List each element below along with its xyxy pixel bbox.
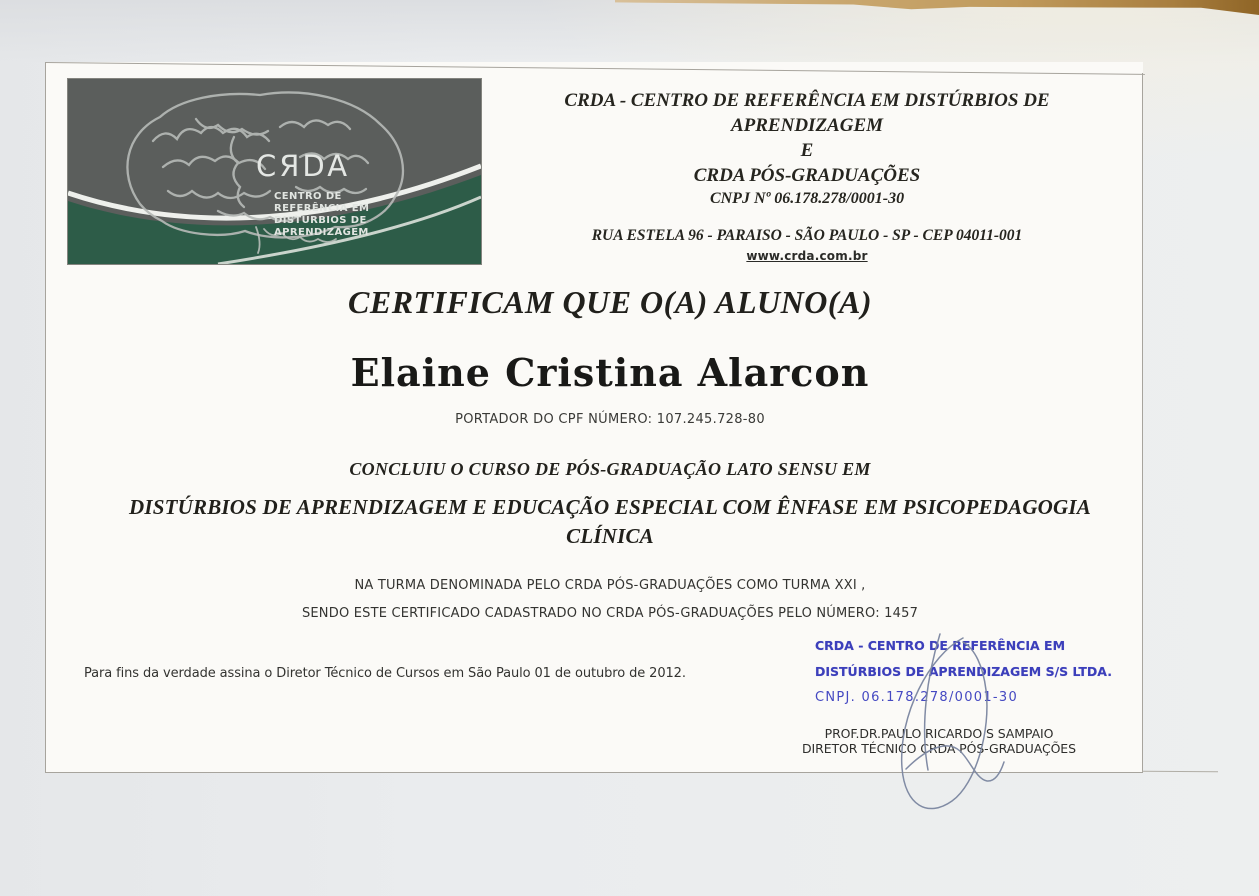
letterhead [485, 88, 1129, 264]
org-name-line: E [800, 140, 814, 161]
logo-subtitle-line: APRENDIZAGEM [274, 227, 369, 238]
certify-title: CERTIFICAM QUE O(A) ALUNO(A) [348, 284, 872, 320]
org-name-line: CRDA - CENTRO DE REFERÊNCIA EM DISTÚRBIOS DE [564, 90, 1050, 111]
org-address: RUA ESTELA 96 - PARAISO - SÃO PAULO - SP - CEP 04011-001 [591, 227, 1023, 244]
scan-edge-band [615, 0, 1259, 15]
border-bottom-extension [1142, 771, 1218, 773]
course-name [77, 493, 1143, 551]
org-website: www.crda.com.br [746, 249, 868, 263]
class-line: NA TURMA DENOMINADA PELO CRDA PÓS-GRADUAÇÕES COMO TURMA XXI , [354, 578, 866, 593]
logo-subtitle-line: CENTRO DE [274, 191, 342, 202]
logo-wordmark: CЯDA [256, 149, 351, 183]
course-intro: CONCLUIU O CURSO DE PÓS-GRADUAÇÃO LATO SENSU EM [349, 459, 871, 479]
course-name-line: DISTÚRBIOS DE APRENDIZAGEM E EDUCAÇÃO ESPECIAL COM ÊNFASE EM PSICOPEDAGOGIA [128, 495, 1091, 519]
stamp-line: DISTÚRBIOS DE APRENDIZAGEM S/S LTDA. [815, 664, 1112, 679]
course-name-line: CLÍNICA [566, 524, 654, 548]
signature-stroke [850, 622, 1030, 872]
stamp-cnpj-line: CNPJ. 06.178.278/0001-30 [815, 690, 1019, 705]
org-name-line: APRENDIZAGEM [730, 115, 884, 136]
registration-line: SENDO ESTE CERTIFICADO CADASTRADO NO CRDA PÓS-GRADUAÇÕES PELO NÚMERO: 1457 [301, 606, 919, 621]
stamp-line: CRDA - CENTRO DE REFERÊNCIA EM [815, 638, 1066, 653]
border-left [45, 62, 46, 773]
crda-logo [67, 78, 482, 265]
director-title: DIRETOR TÉCNICO CRDA PÓS-GRADUAÇÕES [802, 741, 1076, 756]
logo-subtitle-line: DISTURBIOS DE [274, 215, 367, 226]
org-name-line: CRDA PÓS-GRADUAÇÕES [693, 165, 921, 186]
student-name: Elaine Cristina Alarcon [350, 350, 870, 395]
logo-subtitle [274, 191, 369, 239]
logo-subtitle-line: REFERÊNCIA EM [274, 203, 370, 214]
border-top [45, 62, 1145, 75]
attest-line: Para fins da verdade assina o Diretor Técnico de Cursos em São Paulo 01 de outubro de 2012. [84, 666, 686, 681]
org-cnpj: CNPJ Nº 06.178.278/0001-30 [709, 190, 905, 207]
director-name: PROF.DR.PAULO RICARDO S SAMPAIO [824, 726, 1054, 741]
cpf-line: PORTADOR DO CPF NÚMERO: 107.245.728-80 [455, 412, 765, 427]
